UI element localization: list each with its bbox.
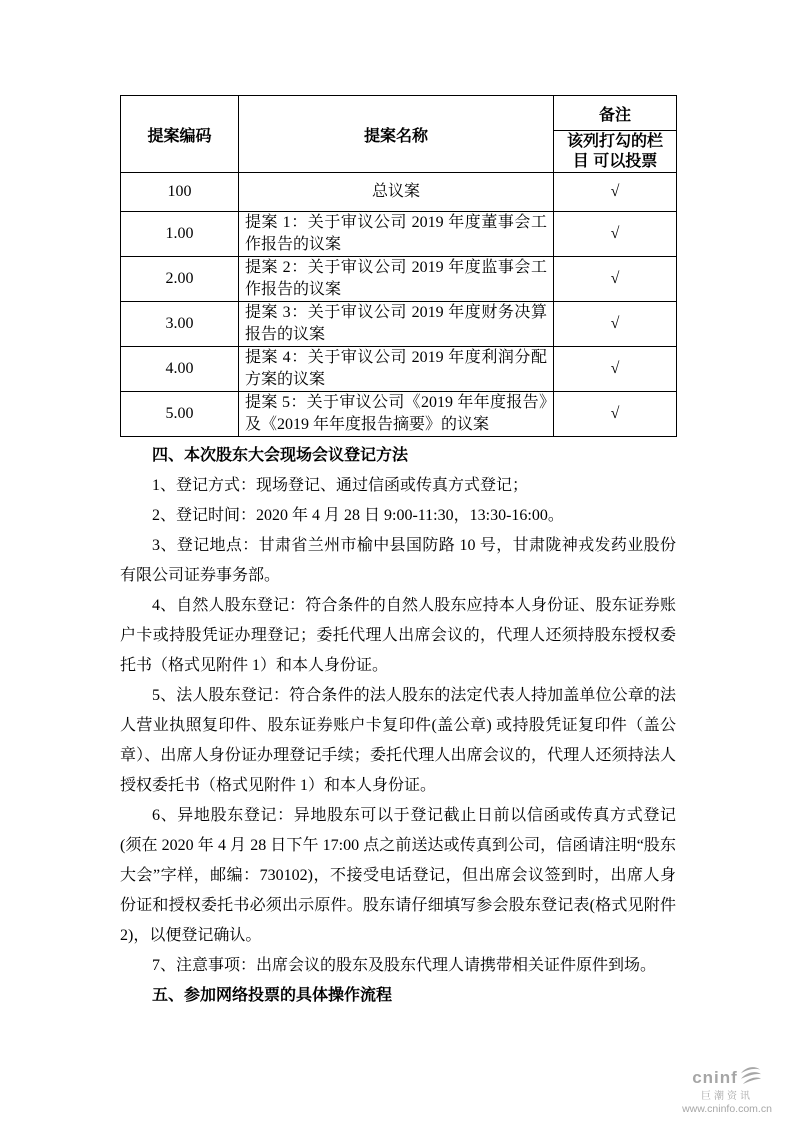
remark-check-cell: √ [554, 392, 677, 437]
proposal-row [121, 173, 677, 212]
paragraph-registration-method: 1、登记方式：现场登记、通过信函或传真方式登记； [152, 477, 529, 494]
proposal-row [121, 302, 677, 347]
paragraph-legal-person: 5、法人股东登记：符合条件的法人股东的法定代表人持加盖单位公章的法人营业执照复印件、股东证券账户卡复印件(盖公章) 或持股凭证复印件（盖公章）、出席人身份证办理登记手续；委托代理人出席会议的，代理人还须持法人授权委托书（格式见附件 1）和本人身份证。 [120, 687, 676, 794]
proposal-table [120, 95, 677, 437]
col-header-proposal-code: 提案编码 [121, 96, 239, 173]
document-body [120, 441, 676, 1011]
cninfo-url: www.cninfo.com.cn [682, 1103, 772, 1116]
proposal-name-cell: 提案 2：关于审议公司 2019 年度监事会工作报告的议案 [239, 257, 554, 302]
proposal-name-cell: 提案 5：关于审议公司《2019 年年度报告》及《2019 年年度报告摘要》的议案 [239, 392, 554, 437]
section-heading-5: 五、参加网络投票的具体操作流程 [152, 987, 393, 1004]
proposal-code-cell: 2.00 [121, 257, 239, 302]
table-header-row [121, 96, 677, 131]
cninfo-chinese-name: 巨潮资讯 [701, 1091, 753, 1103]
proposal-code-cell: 4.00 [121, 347, 239, 392]
remark-check-cell: √ [554, 173, 677, 212]
proposal-row [121, 392, 677, 437]
remark-check-cell: √ [554, 302, 677, 347]
col-header-proposal-name: 提案名称 [239, 96, 554, 173]
proposal-code-cell: 3.00 [121, 302, 239, 347]
proposal-name-cell: 提案 4：关于审议公司 2019 年度利润分配方案的议案 [239, 347, 554, 392]
paragraph-natural-person: 4、自然人股东登记：符合条件的自然人股东应持本人身份证、股东证券账户卡或持股凭证办理登记；委托代理人出席会议的，代理人还须持股东授权委托书（格式见附件 1）和本人身份证。 [120, 597, 676, 674]
proposal-row [121, 212, 677, 257]
proposal-row [121, 257, 677, 302]
proposal-name-cell: 提案 1：关于审议公司 2019 年度董事会工作报告的议案 [239, 212, 554, 257]
proposal-name-cell: 总议案 [239, 173, 554, 212]
col-header-remark-note: 该列打勾的栏目 可以投票 [554, 131, 677, 173]
col-header-remark: 备注 [554, 96, 677, 131]
remark-check-cell: √ [554, 347, 677, 392]
proposal-name-cell: 提案 3：关于审议公司 2019 年度财务决算报告的议案 [239, 302, 554, 347]
section-heading-4: 四、本次股东大会现场会议登记方法 [152, 447, 409, 464]
cninfo-swirl-icon [740, 1066, 762, 1091]
cninfo-logo [667, 1066, 787, 1091]
remark-check-cell: √ [554, 212, 677, 257]
paragraph-remote-shareholder: 6、异地股东登记：异地股东可以于登记截止日前以信函或传真方式登记(须在 2020 年 4 月 28 日下午 17:00 点之前送达或传真到公司，信函请注明“股东大会”字样，邮编：730102)，不接受电话登记，但出席会议签到时，出席人身份证和授权委托书必须出示原件。股东请仔细填写参会股东登记表(格式见附件 2)，以便登记确认。 [120, 807, 676, 944]
paragraph-notes: 7、注意事项：出席会议的股东及股东代理人请携带相关证件原件到场。 [152, 957, 657, 974]
paragraph-registration-place: 3、登记地点：甘肃省兰州市榆中县国防路 10 号，甘肃陇神戎发药业股份有限公司证券事务部。 [120, 537, 676, 584]
paragraph-registration-time: 2、登记时间：2020 年 4 月 28 日 9:00-11:30，13:30-16:00。 [152, 507, 564, 524]
cninfo-watermark [667, 1066, 787, 1116]
page-content [120, 95, 676, 1011]
proposal-code-cell: 100 [121, 173, 239, 212]
cninfo-brand-text: cninf [692, 1067, 738, 1087]
proposal-table-body [121, 173, 677, 437]
proposal-row [121, 347, 677, 392]
proposal-code-cell: 5.00 [121, 392, 239, 437]
proposal-code-cell: 1.00 [121, 212, 239, 257]
remark-check-cell: √ [554, 257, 677, 302]
